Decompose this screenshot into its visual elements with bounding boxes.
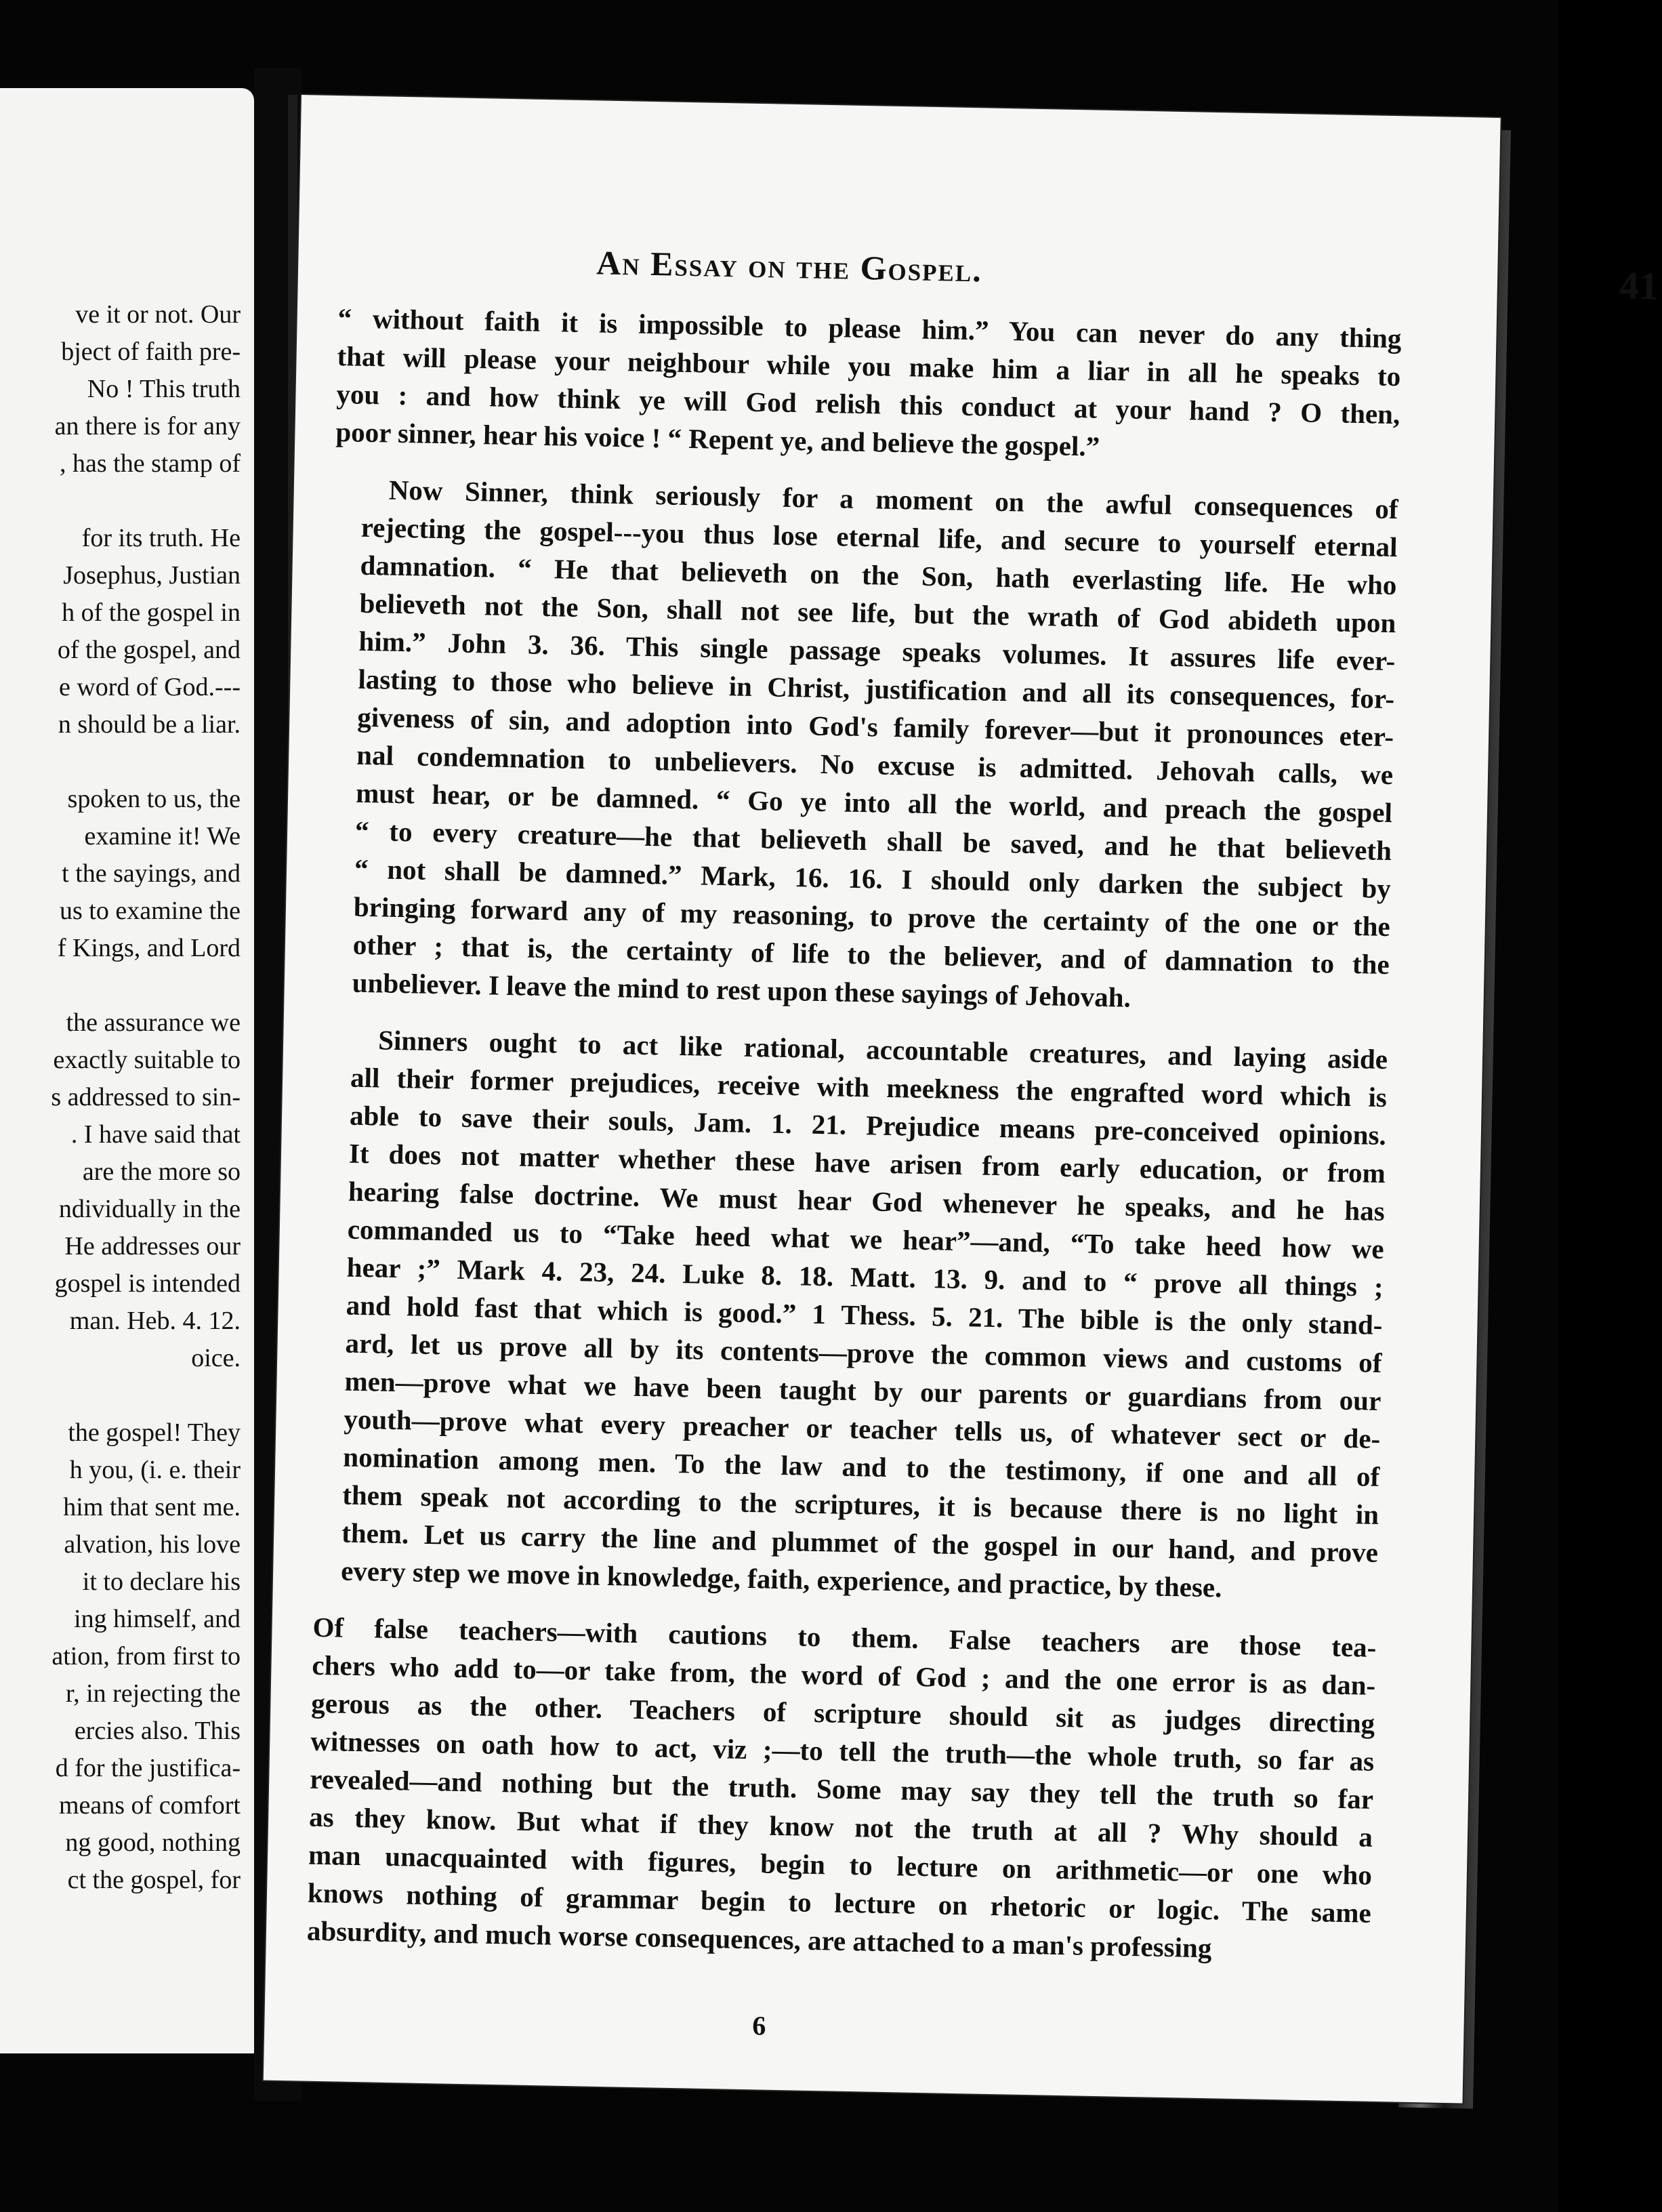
text-line: man unacquainted with figures, begin to lecture on arithmetic—or one who <box>308 1839 1373 1891</box>
body-text <box>306 299 1402 1989</box>
left-page-line: ve it or not. Our <box>75 300 241 329</box>
text-line: must hear, or be damned. “ Go ye into all the world, and preach the gospel <box>355 777 1393 829</box>
left-page-line: t the sayings, and <box>62 859 241 888</box>
text-line: as they know. But what if they know not the truth at all ? Why should a <box>308 1801 1373 1853</box>
left-page-line: of the gospel, and <box>57 636 241 664</box>
left-page-line: ing himself, and <box>74 1605 241 1633</box>
text-line: Sinners ought to act like rational, accountable creatures, and laying aside <box>377 1024 1388 1076</box>
paragraph <box>314 1020 1388 1610</box>
text-line: “ not shall be damned.” Mark, 16. 16. I should only darken the subject by <box>354 853 1392 905</box>
left-page-line: alvation, his love <box>64 1530 241 1559</box>
left-page-line: ct the gospel, for <box>67 1866 241 1894</box>
text-line: Now Sinner, think seriously for a moment on the awful consequences of <box>388 474 1399 525</box>
text-line: “ to every creature—he that believeth shall be saved, and he that believeth <box>354 815 1392 867</box>
text-line: believeth not the Son, shall not see life, but the wrath of God abideth upon <box>359 587 1396 639</box>
left-page-line: an there is for any <box>54 412 241 441</box>
text-line: bringing forward any of my reasoning, to prove the certainty of the one or the <box>353 890 1391 943</box>
left-page-line: exactly suitable to <box>53 1046 241 1074</box>
text-line: men—prove what we have been taught by our parents or guardians from our <box>344 1365 1381 1416</box>
left-page-line: He addresses our <box>64 1232 241 1261</box>
left-page-fragment <box>0 88 254 2053</box>
left-page-line: for its truth. He <box>81 524 241 552</box>
text-line: damnation. “ He that believeth on the Son, hath everlasting life. He who <box>360 549 1397 601</box>
text-line: him.” John 3. 36. This single passage speaks volumes. It assures life ever- <box>358 625 1396 677</box>
text-line: nal condemnation to unbelievers. No excuse is admitted. Jehovah calls, we <box>356 739 1394 791</box>
left-page-line: spoken to us, the <box>67 785 241 813</box>
text-line: hear ;” Mark 4. 23, 24. Luke 8. 18. Matt. 13. 9. and to “ prove all things ; <box>346 1251 1384 1303</box>
left-page-line: r, in rejecting the <box>65 1679 241 1708</box>
text-line: all their former prejudices, receive with meekness the engrafted word which is <box>350 1061 1388 1113</box>
page-header <box>596 243 1659 314</box>
left-page-line: examine it! We <box>84 822 241 851</box>
left-page-line: ndividually in the <box>58 1195 241 1223</box>
left-page-line: gospel is intended <box>54 1269 241 1298</box>
text-line: witnesses on oath how to act, viz ;—to tell the truth—the whole truth, so far as <box>310 1725 1375 1777</box>
right-page <box>264 95 1659 2103</box>
left-page-line: ercies also. This <box>74 1717 241 1745</box>
text-line: rejecting the gospel---you thus lose eternal life, and secure to yourself eternal <box>360 511 1398 563</box>
left-page-line: f Kings, and Lord <box>57 934 241 962</box>
paragraph <box>325 470 1398 1021</box>
left-page-line: e word of God.--- <box>58 673 241 701</box>
left-page-line: the assurance we <box>66 1008 241 1037</box>
paragraph <box>306 1608 1376 1970</box>
text-line: knows nothing of grammar begin to lecture on rhetoric or logic. The same <box>307 1877 1372 1929</box>
left-page-line: . I have said that <box>70 1120 241 1149</box>
left-page-line: oice. <box>191 1344 241 1372</box>
left-page-line: means of comfort <box>58 1791 241 1820</box>
left-page-line: us to examine the <box>60 897 241 925</box>
left-page-line: man. Heb. 4. 12. <box>69 1307 241 1335</box>
left-page-line: him that sent me. <box>63 1493 241 1521</box>
text-line: unbeliever. I leave the mind to rest upon these sayings of Jehovah. <box>352 966 1131 1013</box>
text-line: youth—prove what every preacher or teacher tells us, of whatever sect or de- <box>344 1403 1381 1454</box>
left-page-line: n should be a liar. <box>58 710 241 739</box>
signature-mark: 6 <box>752 2010 766 2041</box>
left-page-line: Josephus, Justian <box>63 561 241 590</box>
text-line: absurdity, and much worse consequences, are attached to a man's professing <box>306 1914 1212 1964</box>
text-line: lasting to those who believe in Christ, justification and all its consequences, for- <box>358 663 1395 715</box>
left-page-line: h you, (i. e. their <box>69 1456 241 1484</box>
left-page-line: d for the justifica- <box>55 1754 241 1782</box>
text-line: ard, let us prove all by its contents—prove the common views and customs of <box>345 1327 1382 1378</box>
left-page-line: are the more so <box>82 1158 241 1186</box>
text-line: gerous as the other. Teachers of scripture should sit as judges directing <box>311 1687 1375 1739</box>
text-line: It does not matter whether these have arisen from early education, or from <box>348 1137 1386 1189</box>
left-page-line: it to declare his <box>82 1568 241 1596</box>
text-line: poor sinner, hear his voice ! “ Repent ye, and believe the gospel.” <box>335 416 1100 462</box>
paragraph <box>335 299 1402 471</box>
text-line: hearing false doctrine. We must hear God whenever he speaks, and he has <box>348 1175 1386 1227</box>
text-line: them. Let us carry the line and plummet of the gospel in our hand, and prove <box>341 1517 1379 1568</box>
text-line: able to save their souls, Jam. 1. 21. Prejudice means pre-conceived opinions. <box>349 1099 1387 1151</box>
text-line: you : and how think ye will God relish this conduct at your hand ? O then, <box>336 378 1400 430</box>
text-line: them speak not according to the scriptures, it is because there is no light in <box>341 1479 1379 1530</box>
text-line: revealed—and nothing but the truth. Some may say they tell the truth so far <box>309 1763 1374 1815</box>
text-line: every step we move in knowledge, faith, experience, and practice, by these. <box>340 1555 1222 1603</box>
text-line: giveness of sin, and adoption into God's family forever—but it pronounces eter- <box>356 701 1394 753</box>
text-line: “ without faith it is impossible to please him.” You can never do any thing <box>337 302 1402 354</box>
page-number: 41 <box>1619 263 1659 308</box>
text-line: chers who add to—or take from, the word of God ; and the one error is as dan- <box>312 1649 1376 1701</box>
left-page-line: No ! This truth <box>87 375 241 403</box>
text-line: nomination among men. To the law and to the testimony, if one and all of <box>342 1441 1380 1492</box>
left-page-line: the gospel! They <box>68 1418 241 1447</box>
running-title: An Essay on the Gospel. <box>596 243 983 289</box>
text-line: and hold fast that which is good.” 1 Thess. 5. 21. The bible is the only stand- <box>346 1289 1383 1340</box>
left-page-line: ation, from first to <box>51 1642 241 1671</box>
left-page-line: , has the stamp of <box>59 449 241 478</box>
text-line: commanded us to “Take heed what we hear”—and, “To take heed how we <box>347 1213 1385 1265</box>
left-page-line: ng good, nothing <box>65 1828 241 1857</box>
text-line: Of false teachers—with cautions to them. False teachers are those tea- <box>312 1611 1377 1663</box>
left-page-line: h of the gospel in <box>62 598 241 627</box>
text-line: that will please your neighbour while you make him a liar in all he speaks to <box>337 340 1401 392</box>
left-page-line: bject of faith pre- <box>61 337 241 366</box>
text-line: other ; that is, the certainty of life to the believer, and of damnation to the <box>352 928 1390 981</box>
left-page-line: s addressed to sin- <box>51 1083 241 1111</box>
